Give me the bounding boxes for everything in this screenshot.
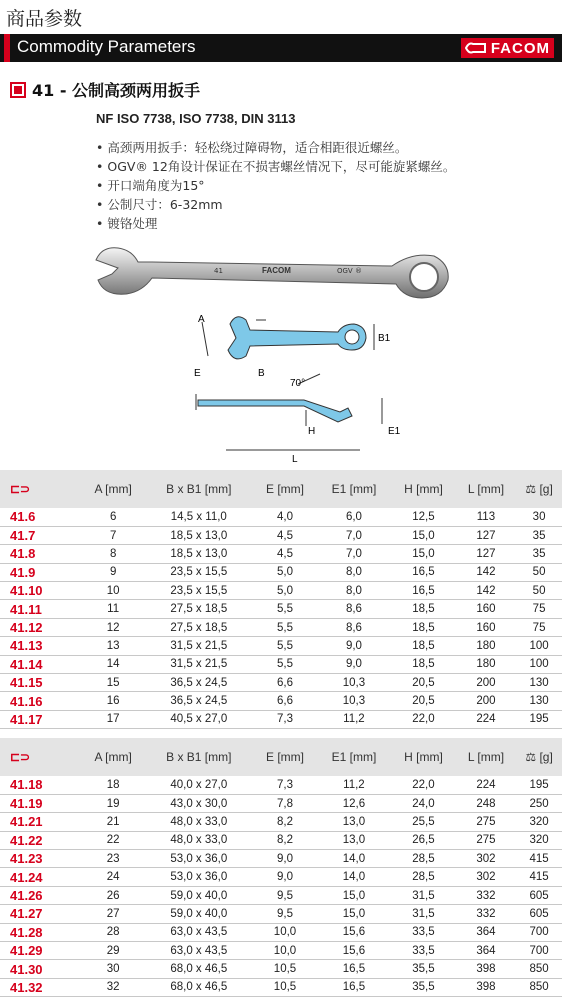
ref-cell: 41.32: [0, 978, 82, 996]
value-cell: 195: [516, 710, 562, 728]
value-cell: 180: [456, 637, 516, 655]
dimension-diagram: [188, 306, 408, 466]
value-cell: 13,0: [317, 831, 392, 849]
value-cell: 850: [516, 960, 562, 978]
value-cell: 14: [82, 655, 144, 673]
label-h: H: [308, 426, 316, 437]
ref-cell: 41.7: [0, 526, 82, 544]
value-cell: 5,5: [253, 655, 316, 673]
value-cell: 160: [456, 600, 516, 618]
value-cell: 27: [82, 905, 144, 923]
ref-cell: 41.17: [0, 710, 82, 728]
value-cell: 21: [82, 813, 144, 831]
value-cell: 26,5: [391, 831, 456, 849]
value-cell: 224: [456, 776, 516, 794]
label-l: L: [292, 454, 298, 465]
value-cell: 18,5 x 13,0: [144, 545, 253, 563]
facom-small-logo-icon: ⊏⊃: [10, 750, 31, 764]
value-cell: 142: [456, 582, 516, 600]
table-row: [0, 831, 562, 849]
value-cell: 398: [456, 960, 516, 978]
banner-accent: [4, 34, 10, 62]
ref-cell: 41.18: [0, 776, 82, 794]
value-cell: 127: [456, 526, 516, 544]
value-cell: 33,5: [391, 942, 456, 960]
value-cell: 32: [82, 978, 144, 996]
value-cell: 364: [456, 942, 516, 960]
value-cell: 18,5: [391, 655, 456, 673]
banner-text: Commodity Parameters: [17, 37, 196, 56]
table-row: [0, 813, 562, 831]
value-cell: 302: [456, 850, 516, 868]
value-cell: 5,0: [253, 563, 316, 581]
value-cell: 59,0 x 40,0: [144, 886, 253, 904]
value-cell: 248: [456, 794, 516, 812]
value-cell: 23,5 x 15,5: [144, 563, 253, 581]
value-cell: 605: [516, 905, 562, 923]
weight-scale-icon: ⚖: [525, 482, 537, 496]
ref-cell: 41.16: [0, 692, 82, 710]
value-cell: 31,5 x 21,5: [144, 655, 253, 673]
value-cell: 53,0 x 36,0: [144, 868, 253, 886]
ref-cell: 41.14: [0, 655, 82, 673]
value-cell: 320: [516, 831, 562, 849]
table-row: [0, 960, 562, 978]
spec-table-2: [0, 738, 562, 997]
table-row: [0, 776, 562, 794]
value-cell: 7,8: [253, 794, 316, 812]
facom-logo: [461, 38, 554, 58]
value-cell: 100: [516, 637, 562, 655]
col-header: E [mm]: [253, 738, 316, 776]
wrench-size-engraving: 41: [214, 267, 223, 275]
value-cell: 130: [516, 692, 562, 710]
col-header-weight: [g]: [539, 482, 553, 496]
value-cell: 7,3: [253, 776, 316, 794]
feature-item: • 镀铬处理: [96, 214, 455, 233]
value-cell: 7,3: [253, 710, 316, 728]
feature-list: [96, 138, 455, 233]
value-cell: 31,5: [391, 905, 456, 923]
value-cell: 22,0: [391, 776, 456, 794]
ref-cell: 41.15: [0, 674, 82, 692]
label-e: E: [194, 368, 201, 379]
value-cell: 224: [456, 710, 516, 728]
label-e1: E1: [388, 426, 401, 437]
wrench-brand-engraving: FACOM: [262, 266, 291, 275]
table-row: [0, 508, 562, 526]
value-cell: 7,0: [317, 526, 392, 544]
label-b: B: [258, 368, 265, 379]
value-cell: 18,5: [391, 637, 456, 655]
value-cell: 35,5: [391, 960, 456, 978]
value-cell: 30: [516, 508, 562, 526]
col-header: B x B1 [mm]: [144, 470, 253, 508]
table-row: [0, 655, 562, 673]
feature-item: • 开口端角度为15°: [96, 176, 455, 195]
ref-cell: 41.21: [0, 813, 82, 831]
table-header-row: [0, 738, 562, 776]
section-marker-icon: [10, 82, 26, 98]
value-cell: 10,5: [253, 960, 316, 978]
value-cell: 48,0 x 33,0: [144, 831, 253, 849]
value-cell: 31,5: [391, 886, 456, 904]
ref-cell: 41.26: [0, 886, 82, 904]
value-cell: 18,5 x 13,0: [144, 526, 253, 544]
label-a: A: [198, 314, 205, 325]
value-cell: 160: [456, 618, 516, 636]
value-cell: 35: [516, 545, 562, 563]
value-cell: 250: [516, 794, 562, 812]
value-cell: 9,0: [317, 655, 392, 673]
value-cell: 75: [516, 618, 562, 636]
col-header: A [mm]: [82, 470, 144, 508]
value-cell: 10,0: [253, 942, 316, 960]
value-cell: 5,5: [253, 637, 316, 655]
value-cell: 36,5 x 24,5: [144, 692, 253, 710]
value-cell: 200: [456, 692, 516, 710]
value-cell: 9,5: [253, 905, 316, 923]
col-header: [516, 470, 562, 508]
value-cell: 16,5: [317, 978, 392, 996]
ref-cell: 41.29: [0, 942, 82, 960]
ref-cell: 41.24: [0, 868, 82, 886]
value-cell: 20,5: [391, 674, 456, 692]
value-cell: 100: [516, 655, 562, 673]
value-cell: 23: [82, 850, 144, 868]
value-cell: 195: [516, 776, 562, 794]
col-header: H [mm]: [391, 470, 456, 508]
section-heading: [10, 78, 200, 101]
value-cell: 12,5: [391, 508, 456, 526]
wrench-side-view: [198, 400, 352, 422]
value-cell: 9: [82, 563, 144, 581]
feature-item: • 高颈两用扳手：轻松绕过障碍物，适合相距很近螺丝。: [96, 138, 455, 157]
value-cell: 31,5 x 21,5: [144, 637, 253, 655]
table-row: [0, 978, 562, 996]
value-cell: 16,5: [317, 960, 392, 978]
ref-cell: 41.30: [0, 960, 82, 978]
value-cell: 9,5: [253, 886, 316, 904]
value-cell: 7: [82, 526, 144, 544]
value-cell: 8,6: [317, 600, 392, 618]
table-row: [0, 923, 562, 941]
value-cell: 5,0: [253, 582, 316, 600]
value-cell: 63,0 x 43,5: [144, 923, 253, 941]
value-cell: 36,5 x 24,5: [144, 674, 253, 692]
table-row: [0, 850, 562, 868]
table-row: [0, 545, 562, 563]
ref-cell: 41.22: [0, 831, 82, 849]
table-row: [0, 600, 562, 618]
value-cell: 59,0 x 40,0: [144, 905, 253, 923]
ref-cell: 41.13: [0, 637, 82, 655]
col-header: A [mm]: [82, 738, 144, 776]
col-header: [516, 738, 562, 776]
value-cell: 11: [82, 600, 144, 618]
table-row: [0, 526, 562, 544]
value-cell: 6,6: [253, 692, 316, 710]
value-cell: 8,6: [317, 618, 392, 636]
value-cell: 22,0: [391, 710, 456, 728]
value-cell: 15,0: [317, 905, 392, 923]
col-header: H [mm]: [391, 738, 456, 776]
table-row: [0, 710, 562, 728]
value-cell: 14,0: [317, 850, 392, 868]
value-cell: 11,2: [317, 710, 392, 728]
value-cell: 27,5 x 18,5: [144, 600, 253, 618]
feature-item: • 公制尺寸：6-32mm: [96, 195, 455, 214]
value-cell: 14,5 x 11,0: [144, 508, 253, 526]
value-cell: 8: [82, 545, 144, 563]
value-cell: 18: [82, 776, 144, 794]
value-cell: 6: [82, 508, 144, 526]
value-cell: 68,0 x 46,5: [144, 978, 253, 996]
value-cell: 24: [82, 868, 144, 886]
ref-cell: 41.23: [0, 850, 82, 868]
ref-cell: 41.27: [0, 905, 82, 923]
value-cell: 6,6: [253, 674, 316, 692]
value-cell: 142: [456, 563, 516, 581]
table-header-row: [0, 470, 562, 508]
value-cell: 8,2: [253, 831, 316, 849]
ref-cell: 41.19: [0, 794, 82, 812]
value-cell: 850: [516, 978, 562, 996]
col-header: L [mm]: [456, 470, 516, 508]
value-cell: 30: [82, 960, 144, 978]
value-cell: 68,0 x 46,5: [144, 960, 253, 978]
table-row: [0, 618, 562, 636]
col-header: E1 [mm]: [317, 738, 392, 776]
table-row: [0, 868, 562, 886]
standards-line: NF ISO 7738, ISO 7738, DIN 3113: [96, 111, 296, 126]
value-cell: 127: [456, 545, 516, 563]
value-cell: 26: [82, 886, 144, 904]
ref-cell: 41.8: [0, 545, 82, 563]
value-cell: 332: [456, 905, 516, 923]
value-cell: 50: [516, 563, 562, 581]
value-cell: 18,5: [391, 600, 456, 618]
value-cell: 22: [82, 831, 144, 849]
value-cell: 43,0 x 30,0: [144, 794, 253, 812]
col-header: E [mm]: [253, 470, 316, 508]
value-cell: 8,0: [317, 563, 392, 581]
feature-item: • OGV® 12角设计保证在不损害螺丝情况下，尽可能旋紧螺丝。: [96, 157, 455, 176]
value-cell: 16: [82, 692, 144, 710]
ref-icon-header: [0, 470, 82, 508]
table-row: [0, 674, 562, 692]
value-cell: 15,6: [317, 942, 392, 960]
facom-wrench-logo-icon: [465, 41, 487, 55]
value-cell: 415: [516, 868, 562, 886]
value-cell: 23,5 x 15,5: [144, 582, 253, 600]
value-cell: 10,5: [253, 978, 316, 996]
value-cell: 200: [456, 674, 516, 692]
value-cell: 13,0: [317, 813, 392, 831]
ref-cell: 41.28: [0, 923, 82, 941]
value-cell: 25,5: [391, 813, 456, 831]
table-row: [0, 886, 562, 904]
table-row: [0, 582, 562, 600]
value-cell: 15,6: [317, 923, 392, 941]
value-cell: 28,5: [391, 850, 456, 868]
table-row: [0, 637, 562, 655]
ref-cell: 41.10: [0, 582, 82, 600]
value-cell: 15,0: [317, 886, 392, 904]
value-cell: 27,5 x 18,5: [144, 618, 253, 636]
value-cell: 5,5: [253, 618, 316, 636]
value-cell: 40,0 x 27,0: [144, 776, 253, 794]
value-cell: 10,0: [253, 923, 316, 941]
value-cell: 33,5: [391, 923, 456, 941]
ref-cell: 41.12: [0, 618, 82, 636]
value-cell: 15,0: [391, 545, 456, 563]
value-cell: 364: [456, 923, 516, 941]
value-cell: 275: [456, 813, 516, 831]
ref-cell: 41.9: [0, 563, 82, 581]
wrench-top-view: [228, 317, 366, 359]
value-cell: 48,0 x 33,0: [144, 813, 253, 831]
table-row: [0, 563, 562, 581]
col-header: B x B1 [mm]: [144, 738, 253, 776]
facom-small-logo-icon: ⊏⊃: [10, 482, 31, 496]
value-cell: 4,0: [253, 508, 316, 526]
ref-cell: 41.6: [0, 508, 82, 526]
value-cell: 7,0: [317, 545, 392, 563]
value-cell: 53,0 x 36,0: [144, 850, 253, 868]
value-cell: 15,0: [391, 526, 456, 544]
value-cell: 29: [82, 942, 144, 960]
wrench-photo: [92, 240, 452, 304]
value-cell: 4,5: [253, 545, 316, 563]
page-title: 商品参数: [6, 8, 83, 30]
value-cell: 16,5: [391, 563, 456, 581]
value-cell: 4,5: [253, 526, 316, 544]
value-cell: 19: [82, 794, 144, 812]
col-header-weight: [g]: [539, 750, 553, 764]
value-cell: 113: [456, 508, 516, 526]
value-cell: 320: [516, 813, 562, 831]
value-cell: 12: [82, 618, 144, 636]
value-cell: 12,6: [317, 794, 392, 812]
commodity-banner: [0, 34, 562, 62]
value-cell: 5,5: [253, 600, 316, 618]
spec-table-1: [0, 470, 562, 729]
value-cell: 20,5: [391, 692, 456, 710]
value-cell: 8,2: [253, 813, 316, 831]
value-cell: 11,2: [317, 776, 392, 794]
value-cell: 35: [516, 526, 562, 544]
facom-wordmark: FACOM: [490, 39, 550, 57]
wrench-ogv-engraving: OGV ®: [337, 267, 362, 275]
value-cell: 700: [516, 923, 562, 941]
value-cell: 14,0: [317, 868, 392, 886]
value-cell: 15: [82, 674, 144, 692]
table-row: [0, 794, 562, 812]
value-cell: 28,5: [391, 868, 456, 886]
value-cell: 9,0: [253, 868, 316, 886]
value-cell: 17: [82, 710, 144, 728]
value-cell: 275: [456, 831, 516, 849]
value-cell: 415: [516, 850, 562, 868]
value-cell: 9,0: [253, 850, 316, 868]
label-angle: 70°: [290, 378, 306, 389]
value-cell: 700: [516, 942, 562, 960]
value-cell: 13: [82, 637, 144, 655]
value-cell: 130: [516, 674, 562, 692]
value-cell: 6,0: [317, 508, 392, 526]
table-row: [0, 942, 562, 960]
value-cell: 10: [82, 582, 144, 600]
value-cell: 28: [82, 923, 144, 941]
table-row: [0, 905, 562, 923]
col-header: L [mm]: [456, 738, 516, 776]
ref-cell: 41.11: [0, 600, 82, 618]
value-cell: 10,3: [317, 692, 392, 710]
value-cell: 605: [516, 886, 562, 904]
value-cell: 332: [456, 886, 516, 904]
weight-scale-icon: ⚖: [525, 750, 537, 764]
section-title: 41 - 公制高颈两用扳手: [32, 81, 201, 100]
value-cell: 63,0 x 43,5: [144, 942, 253, 960]
value-cell: 8,0: [317, 582, 392, 600]
value-cell: 40,5 x 27,0: [144, 710, 253, 728]
value-cell: 10,3: [317, 674, 392, 692]
value-cell: 75: [516, 600, 562, 618]
value-cell: 302: [456, 868, 516, 886]
label-b1: B1: [378, 333, 391, 344]
value-cell: 35,5: [391, 978, 456, 996]
value-cell: 398: [456, 978, 516, 996]
value-cell: 16,5: [391, 582, 456, 600]
col-header: E1 [mm]: [317, 470, 392, 508]
value-cell: 9,0: [317, 637, 392, 655]
value-cell: 24,0: [391, 794, 456, 812]
table-row: [0, 692, 562, 710]
value-cell: 180: [456, 655, 516, 673]
ref-icon-header: [0, 738, 82, 776]
value-cell: 18,5: [391, 618, 456, 636]
value-cell: 50: [516, 582, 562, 600]
